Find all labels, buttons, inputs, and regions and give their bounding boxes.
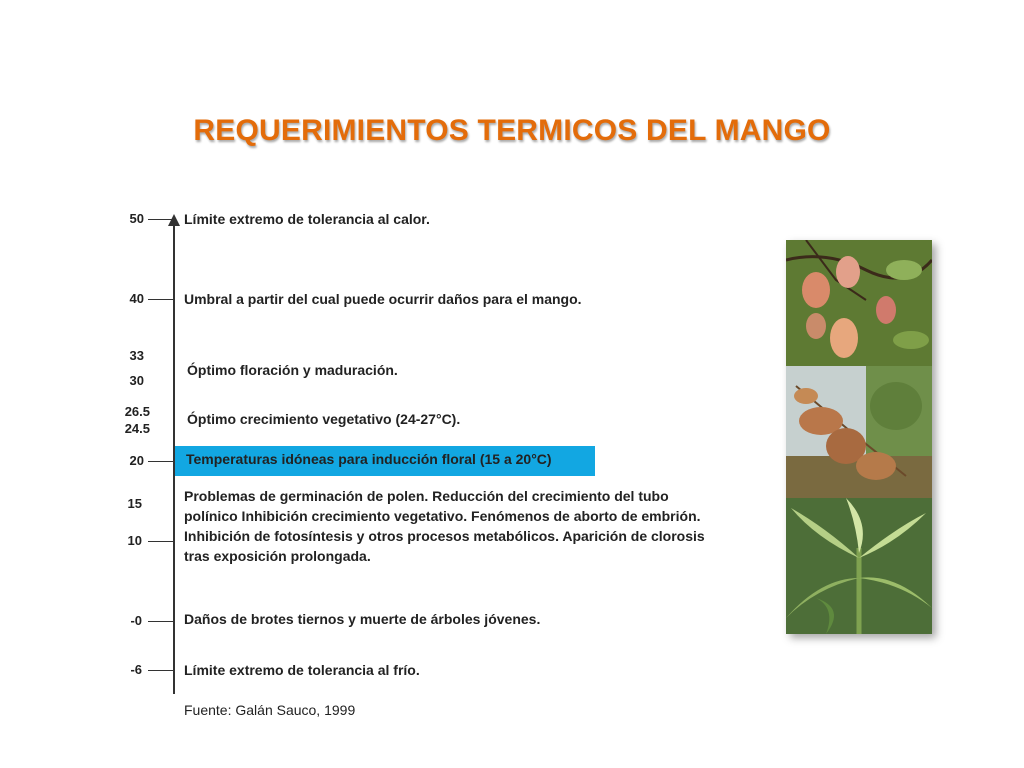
- tick-label-40: 40: [129, 291, 144, 306]
- tick-label-15: 15: [127, 496, 142, 511]
- tick-label-50: 50: [129, 211, 144, 226]
- page-title: REQUERIMIENTOS TERMICOS DEL MANGO: [193, 114, 831, 147]
- tick-label-0: -0: [130, 613, 142, 628]
- tick-label-minus-6: -6: [130, 662, 142, 677]
- source-citation: Fuente: Galán Sauco, 1999: [184, 702, 356, 718]
- tick-label-30: 30: [129, 373, 144, 388]
- cold-problems-line-3: Inhibición de fotosíntesis y otros procesos metabólicos. Aparición de clorosis: [184, 528, 705, 544]
- mango-leaves-photo: [786, 498, 932, 634]
- heat-limit-label: Límite extremo de tolerancia al calor.: [184, 211, 430, 227]
- cold-problems-line-1: Problemas de germinación de polen. Reducción del crecimiento del tubo: [184, 488, 669, 504]
- cold-problems-line-2: polínico Inhibición crecimiento vegetativo. Fenómenos de aborto de embrión.: [184, 508, 701, 524]
- damage-threshold-label: Umbral a partir del cual puede ocurrir daños para el mango.: [184, 291, 582, 307]
- mango-photo-stack: [786, 240, 932, 634]
- tick-label-26-5: 26.5: [124, 404, 150, 419]
- tick-minus-6: [148, 670, 173, 671]
- tick-50: [148, 219, 173, 220]
- tick-10: [148, 541, 173, 542]
- mango-fruit-photo: [786, 240, 932, 366]
- tick-0: [148, 621, 173, 622]
- tick-label-10: 10: [127, 533, 142, 548]
- cold-problems-line-4: tras exposición prolongada.: [184, 548, 371, 564]
- cold-limit-label: Límite extremo de tolerancia al frío.: [184, 662, 420, 678]
- mango-flower-panicle-photo: [786, 366, 932, 498]
- floral-induction-label: Temperaturas idóneas para inducción floral (15 a 20°C): [186, 451, 552, 467]
- tick-20: [148, 461, 173, 462]
- tick-label-20: 20: [129, 453, 144, 468]
- tick-40: [148, 299, 173, 300]
- growth-optimum-label: Óptimo crecimiento vegetativo (24-27°C).: [187, 411, 461, 427]
- frost-damage-label: Daños de brotes tiernos y muerte de árboles jóvenes.: [184, 611, 541, 627]
- flowering-optimum-label: Óptimo floración y maduración.: [187, 362, 398, 378]
- tick-label-33: 33: [129, 348, 144, 363]
- tick-label-24-5: 24.5: [124, 421, 150, 436]
